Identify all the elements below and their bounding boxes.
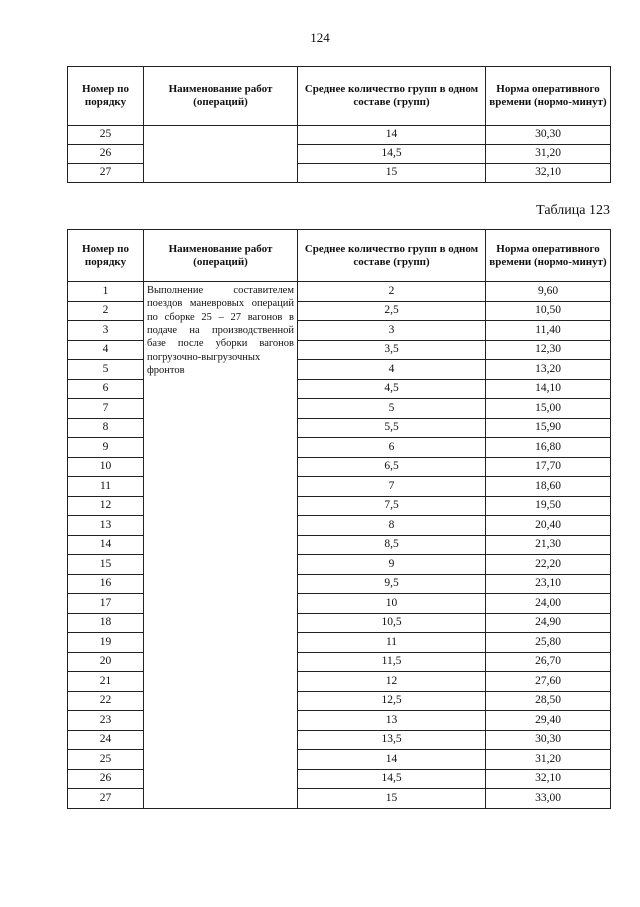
row-number-cell: 22 bbox=[68, 691, 144, 711]
groups-cell: 8 bbox=[298, 516, 486, 536]
groups-cell: 11 bbox=[298, 633, 486, 653]
norm-cell: 29,40 bbox=[486, 711, 611, 731]
operation-name-cell: Выполнение составителем поездов маневровых операций по сборке 25 – 27 вагонов в подаче на производственной базе после уборки вагонов погрузочно-выгрузочных фронтов bbox=[144, 282, 298, 809]
row-number-cell: 12 bbox=[68, 496, 144, 516]
row-number-cell: 26 bbox=[68, 769, 144, 789]
norm-cell: 11,40 bbox=[486, 321, 611, 341]
norm-cell: 14,10 bbox=[486, 379, 611, 399]
groups-cell: 14 bbox=[298, 126, 486, 145]
column-header-norm: Норма оперативного времени (нормо-минут) bbox=[486, 230, 611, 282]
groups-cell: 12,5 bbox=[298, 691, 486, 711]
groups-cell: 15 bbox=[298, 164, 486, 183]
row-number-cell: 19 bbox=[68, 633, 144, 653]
groups-cell: 11,5 bbox=[298, 652, 486, 672]
row-number-cell: 7 bbox=[68, 399, 144, 419]
groups-cell: 4 bbox=[298, 360, 486, 380]
row-number-cell: 24 bbox=[68, 730, 144, 750]
column-header-groups: Среднее количество групп в одном составе (групп) bbox=[298, 67, 486, 126]
norm-cell: 21,30 bbox=[486, 535, 611, 555]
column-header-norm: Норма оперативного времени (нормо-минут) bbox=[486, 67, 611, 126]
column-header-groups: Среднее количество групп в одном составе (групп) bbox=[298, 230, 486, 282]
norm-cell: 13,20 bbox=[486, 360, 611, 380]
norm-cell: 30,30 bbox=[486, 730, 611, 750]
table-123 bbox=[67, 229, 611, 809]
norm-cell: 18,60 bbox=[486, 477, 611, 497]
norm-cell: 24,90 bbox=[486, 613, 611, 633]
row-number-cell: 8 bbox=[68, 418, 144, 438]
norm-cell: 33,00 bbox=[486, 789, 611, 809]
norm-cell: 17,70 bbox=[486, 457, 611, 477]
row-number-cell: 27 bbox=[68, 789, 144, 809]
norm-cell: 10,50 bbox=[486, 301, 611, 321]
groups-cell: 2,5 bbox=[298, 301, 486, 321]
row-number-cell: 27 bbox=[68, 164, 144, 183]
norm-cell: 23,10 bbox=[486, 574, 611, 594]
row-number-cell: 10 bbox=[68, 457, 144, 477]
norm-cell: 15,90 bbox=[486, 418, 611, 438]
table-caption: Таблица 123 bbox=[536, 203, 610, 218]
norm-cell: 30,30 bbox=[486, 126, 611, 145]
groups-cell: 12 bbox=[298, 672, 486, 692]
groups-cell: 5,5 bbox=[298, 418, 486, 438]
groups-cell: 9,5 bbox=[298, 574, 486, 594]
groups-cell: 3 bbox=[298, 321, 486, 341]
norm-cell: 16,80 bbox=[486, 438, 611, 458]
operation-name-cell bbox=[144, 126, 298, 183]
groups-cell: 7 bbox=[298, 477, 486, 497]
norm-cell: 25,80 bbox=[486, 633, 611, 653]
row-number-cell: 4 bbox=[68, 340, 144, 360]
norm-cell: 31,20 bbox=[486, 145, 611, 164]
groups-cell: 4,5 bbox=[298, 379, 486, 399]
page-number: 124 bbox=[310, 30, 330, 45]
groups-cell: 14 bbox=[298, 750, 486, 770]
groups-cell: 6 bbox=[298, 438, 486, 458]
norm-cell: 12,30 bbox=[486, 340, 611, 360]
groups-cell: 10 bbox=[298, 594, 486, 614]
row-number-cell: 15 bbox=[68, 555, 144, 575]
groups-cell: 13 bbox=[298, 711, 486, 731]
table-row bbox=[68, 282, 611, 302]
row-number-cell: 25 bbox=[68, 126, 144, 145]
row-number-cell: 18 bbox=[68, 613, 144, 633]
row-number-cell: 17 bbox=[68, 594, 144, 614]
norm-cell: 20,40 bbox=[486, 516, 611, 536]
groups-cell: 6,5 bbox=[298, 457, 486, 477]
norm-cell: 24,00 bbox=[486, 594, 611, 614]
norm-cell: 27,60 bbox=[486, 672, 611, 692]
norm-cell: 19,50 bbox=[486, 496, 611, 516]
row-number-cell: 20 bbox=[68, 652, 144, 672]
row-number-cell: 2 bbox=[68, 301, 144, 321]
row-number-cell: 26 bbox=[68, 145, 144, 164]
groups-cell: 9 bbox=[298, 555, 486, 575]
groups-cell: 13,5 bbox=[298, 730, 486, 750]
norm-cell: 32,10 bbox=[486, 769, 611, 789]
column-header-num: Номер по порядку bbox=[68, 230, 144, 282]
norm-cell: 28,50 bbox=[486, 691, 611, 711]
norm-cell: 26,70 bbox=[486, 652, 611, 672]
norm-cell: 32,10 bbox=[486, 164, 611, 183]
table-header-row bbox=[68, 67, 611, 126]
table-header-row bbox=[68, 230, 611, 282]
row-number-cell: 25 bbox=[68, 750, 144, 770]
groups-cell: 5 bbox=[298, 399, 486, 419]
groups-cell: 15 bbox=[298, 789, 486, 809]
norm-cell: 22,20 bbox=[486, 555, 611, 575]
groups-cell: 14,5 bbox=[298, 145, 486, 164]
groups-cell: 2 bbox=[298, 282, 486, 302]
table-row bbox=[68, 126, 611, 145]
row-number-cell: 5 bbox=[68, 360, 144, 380]
groups-cell: 10,5 bbox=[298, 613, 486, 633]
row-number-cell: 16 bbox=[68, 574, 144, 594]
norm-cell: 31,20 bbox=[486, 750, 611, 770]
column-header-name: Наименование работ (операций) bbox=[144, 230, 298, 282]
groups-cell: 7,5 bbox=[298, 496, 486, 516]
norm-cell: 9,60 bbox=[486, 282, 611, 302]
groups-cell: 3,5 bbox=[298, 340, 486, 360]
row-number-cell: 9 bbox=[68, 438, 144, 458]
row-number-cell: 23 bbox=[68, 711, 144, 731]
norm-cell: 15,00 bbox=[486, 399, 611, 419]
row-number-cell: 1 bbox=[68, 282, 144, 302]
row-number-cell: 6 bbox=[68, 379, 144, 399]
groups-cell: 8,5 bbox=[298, 535, 486, 555]
groups-cell: 14,5 bbox=[298, 769, 486, 789]
row-number-cell: 21 bbox=[68, 672, 144, 692]
column-header-num: Номер по порядку bbox=[68, 67, 144, 126]
column-header-name: Наименование работ (операций) bbox=[144, 67, 298, 126]
table-continuation bbox=[67, 66, 611, 183]
row-number-cell: 11 bbox=[68, 477, 144, 497]
row-number-cell: 14 bbox=[68, 535, 144, 555]
row-number-cell: 3 bbox=[68, 321, 144, 341]
row-number-cell: 13 bbox=[68, 516, 144, 536]
